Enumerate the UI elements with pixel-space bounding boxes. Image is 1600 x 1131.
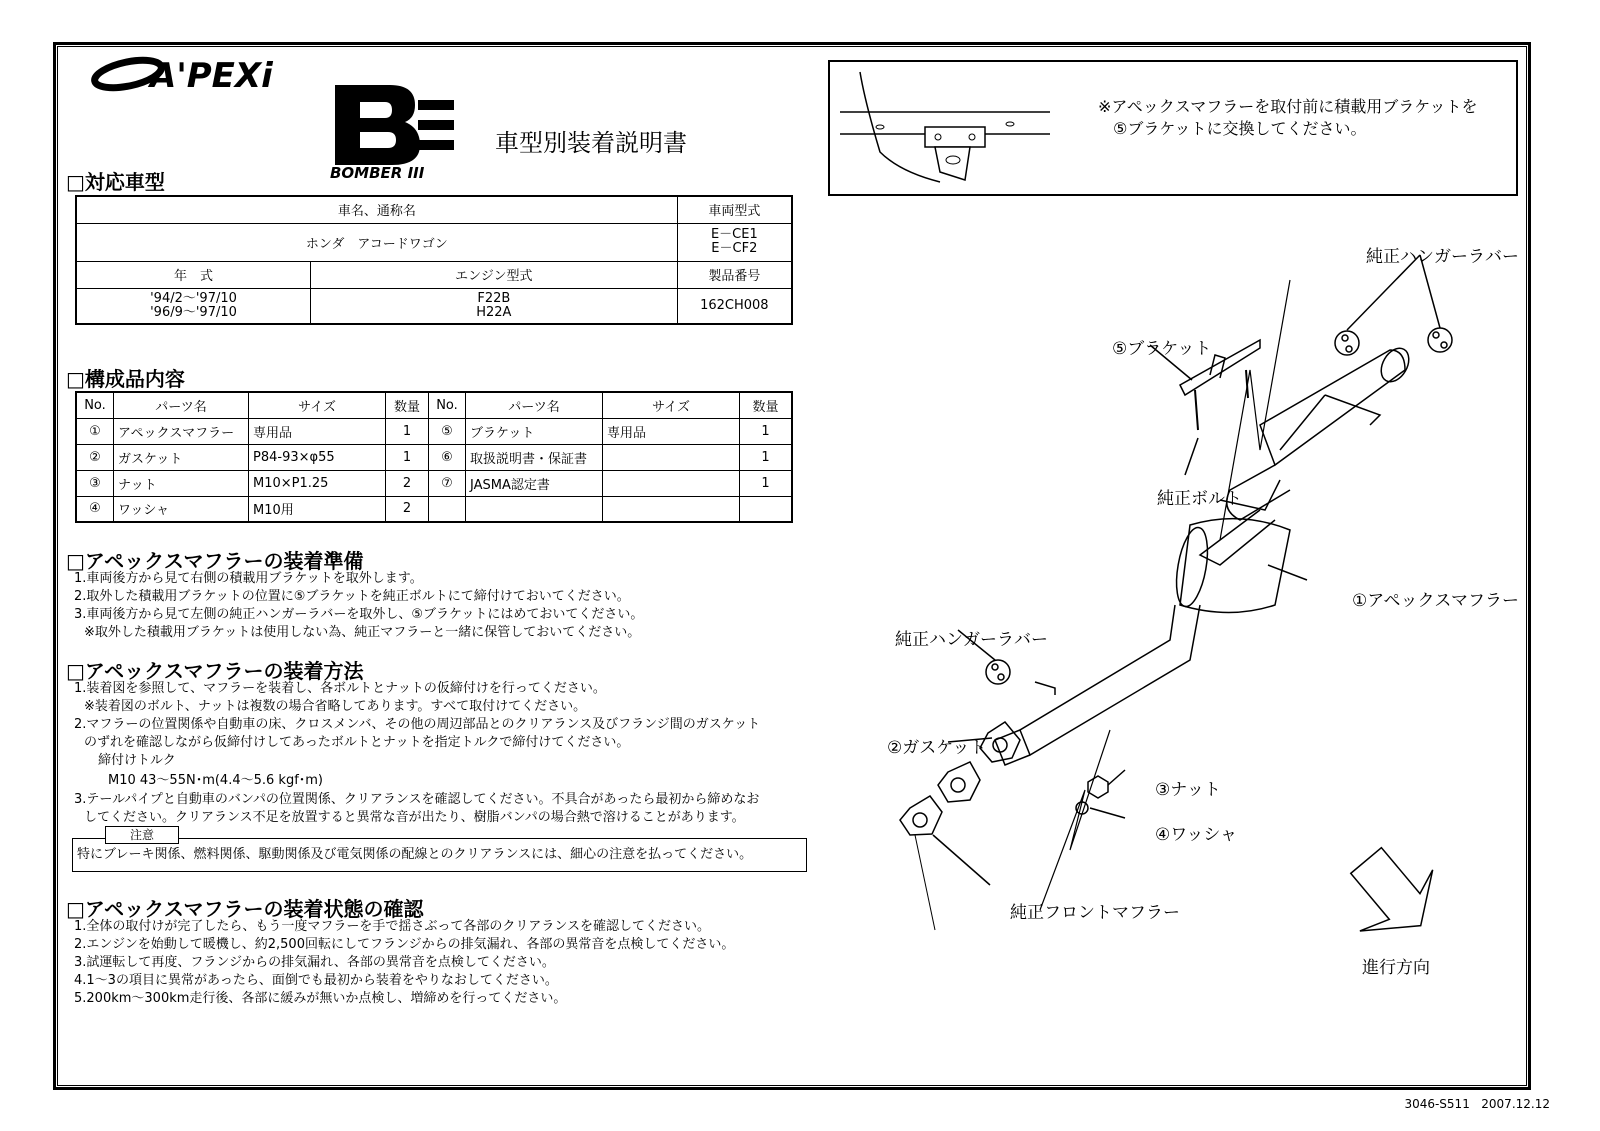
vehicle-name: ホンダ アコードワゴン (76, 223, 677, 261)
parts-header-name: パーツ名 (466, 392, 603, 418)
method-line: してください。クリアランス不足を放置すると異常な音が出たり、樹脂バンパの場合熱で溶けることがあります。 (84, 810, 745, 825)
method-note: ※装着図のボルト、ナットは複数の場合省略してあります。すべて取付けてください。 (84, 699, 587, 714)
parts-header-size: サイズ (603, 392, 740, 418)
vehicle-header-product: 製品番号 (677, 261, 792, 288)
table-cell: 1 (386, 418, 429, 444)
table-cell: 2 (386, 496, 429, 522)
parts-header-name: パーツ名 (114, 392, 249, 418)
vehicle-model-2: E－CF2 (711, 241, 758, 256)
torque-label: 締付けトルク (98, 753, 176, 768)
table-cell: M10用 (249, 496, 386, 522)
parts-header-qty: 数量 (386, 392, 429, 418)
notice-line-2: ⑤ブラケットに交換してください。 (1113, 119, 1367, 138)
table-cell (311, 288, 678, 324)
check-heading: □アペックスマフラーの装着状態の確認 (66, 897, 424, 921)
table-cell (677, 223, 792, 261)
torque-value: M10 43～55N･m(4.4～5.6 kgf･m) (108, 773, 324, 788)
vehicle-engine-2: H22A (476, 304, 512, 320)
vehicle-header-year: 年 式 (76, 261, 311, 288)
check-line: 2.エンジンを始動して暖機し、約2,500回転にしてフランジからの排気漏れ、各部の異常音を点検してください。 (74, 937, 735, 952)
parts-heading: □構成品内容 (66, 367, 185, 391)
label-bolt: 純正ボルト (1157, 489, 1242, 509)
label-nut: ③ナット (1155, 780, 1221, 800)
table-cell: ワッシャ (114, 496, 249, 522)
table-cell (603, 496, 740, 522)
label-apexi-muffler: ①アペックスマフラー (1352, 591, 1520, 611)
table-cell: 1 (740, 470, 793, 496)
table-cell: ① (76, 418, 114, 444)
table-row (76, 470, 792, 496)
parts-header-no: No. (76, 392, 114, 418)
check-line: 1.全体の取付けが完了したら、もう一度マフラーを手で揺さぶって各部のクリアランスを確認してください。 (74, 919, 711, 934)
table-cell: ⑦ (429, 470, 466, 496)
vehicle-header-name: 車名、通称名 (76, 196, 677, 223)
bomber-logo (330, 80, 460, 180)
label-hanger-rubber-left: 純正ハンガーラバー (895, 630, 1048, 650)
vehicle-header-engine: エンジン型式 (311, 261, 678, 288)
vehicle-header-model: 車両型式 (677, 196, 792, 223)
label-bracket: ⑤ブラケット (1112, 339, 1212, 359)
prep-line: 3.車両後方から見て左側の純正ハンガーラバーを取外し、⑤ブラケットにはめておいてください。 (74, 607, 644, 622)
table-cell: アペックスマフラー (114, 418, 249, 444)
method-line: 3.テールパイプと自動車のバンパの位置関係、クリアランスを確認してください。不具合があったら最初から締めなお (74, 792, 760, 807)
parts-header-size: サイズ (249, 392, 386, 418)
table-cell: ③ (76, 470, 114, 496)
method-line: のずれを確認しながら仮締付けしてあったボルトとナットを指定トルクで締付けてください。 (84, 735, 630, 750)
doc-date: 2007.12.12 (1481, 1097, 1550, 1111)
vehicle-engine-1: F22B (477, 290, 511, 306)
vehicle-year-2: '96/9～'97/10 (150, 304, 237, 320)
check-line: 4.1～3の項目に異常があったら、面倒でも最初から装着をやりなおしてください。 (74, 973, 558, 988)
method-line: 1.装着図を参照して、マフラーを装着し、各ボルトとナットの仮締付けを行ってください。 (74, 681, 606, 696)
parts-header-qty: 数量 (740, 392, 793, 418)
prep-heading: □アペックスマフラーの装着準備 (66, 549, 364, 573)
table-cell: ブラケット (466, 418, 603, 444)
table-cell (466, 496, 603, 522)
table-cell: M10×P1.25 (249, 470, 386, 496)
table-cell (603, 470, 740, 496)
vehicle-product-no: 162CH008 (677, 288, 792, 324)
table-cell (76, 288, 311, 324)
table-cell: ナット (114, 470, 249, 496)
table-cell: ④ (76, 496, 114, 522)
method-line: 2.マフラーの位置関係や自動車の床、クロスメンバ、その他の周辺部品とのクリアランス及びフランジ間のガスケット (74, 717, 761, 732)
table-cell: 取扱説明書・保証書 (466, 444, 603, 470)
label-gasket: ②ガスケット (887, 738, 987, 758)
bracket-notice-box (828, 60, 1518, 196)
doc-code: 3046-S511 (1404, 1097, 1470, 1111)
parts-table (75, 391, 793, 523)
method-heading: □アペックスマフラーの装着方法 (66, 659, 364, 683)
document-title: 車型別装着説明書 (495, 129, 687, 157)
label-direction: 進行方向 (1362, 958, 1430, 978)
notice-line-1: ※アペックスマフラーを取付前に積載用ブラケットを (1098, 97, 1478, 116)
table-cell: P84-93×φ55 (249, 444, 386, 470)
table-cell: ⑥ (429, 444, 466, 470)
table-cell: 専用品 (603, 418, 740, 444)
caution-text: 特にブレーキ関係、燃料関係、駆動関係及び電気関係の配線とのクリアランスには、細心の注意を払ってください。 (77, 847, 753, 862)
vehicle-table (75, 195, 793, 325)
table-cell: JASMA認定書 (466, 470, 603, 496)
brand-text: A'PEXi (150, 56, 273, 96)
vehicle-year-1: '94/2～'97/10 (150, 290, 237, 306)
table-cell: ガスケット (114, 444, 249, 470)
prep-line: 2.取外した積載用ブラケットの位置に⑤ブラケットを純正ボルトにて締付けておいてください。 (74, 589, 630, 604)
check-line: 5.200km～300km走行後、各部に緩みが無いか点検し、増締めを行ってください。 (74, 991, 567, 1006)
table-cell: ② (76, 444, 114, 470)
table-row (76, 444, 792, 470)
bracket-detail-drawing (840, 72, 1070, 182)
prep-line: 1.車両後方から見て右側の積載用ブラケットを取外します。 (74, 571, 423, 586)
vehicle-heading: □対応車型 (66, 170, 165, 194)
label-front-muffler: 純正フロントマフラー (1010, 903, 1180, 923)
table-row (76, 418, 792, 444)
table-cell: 1 (386, 444, 429, 470)
table-cell (603, 444, 740, 470)
table-cell: 1 (740, 444, 793, 470)
table-cell: ⑤ (429, 418, 466, 444)
table-cell: 1 (740, 418, 793, 444)
product-logo-text: BOMBER III (330, 164, 425, 182)
table-cell (740, 496, 793, 522)
footer (1404, 1097, 1550, 1111)
prep-note: ※取外した積載用ブラケットは使用しない為、純正マフラーと一緒に保管しておいてください。 (84, 625, 641, 640)
caution-box (72, 838, 807, 872)
table-row (76, 496, 792, 522)
caution-label: 注意 (105, 826, 179, 844)
table-cell: 専用品 (249, 418, 386, 444)
apexi-logo (90, 55, 305, 96)
check-line: 3.試運転して再度、フランジからの排気漏れ、各部の異常音を点検してください。 (74, 955, 555, 970)
parts-header-no: No. (429, 392, 466, 418)
table-cell: 2 (386, 470, 429, 496)
table-cell (429, 496, 466, 522)
label-hanger-rubber-top: 純正ハンガーラバー (1366, 247, 1519, 267)
label-washer: ④ワッシャ (1155, 825, 1238, 845)
vehicle-model-1: E－CE1 (710, 227, 758, 242)
